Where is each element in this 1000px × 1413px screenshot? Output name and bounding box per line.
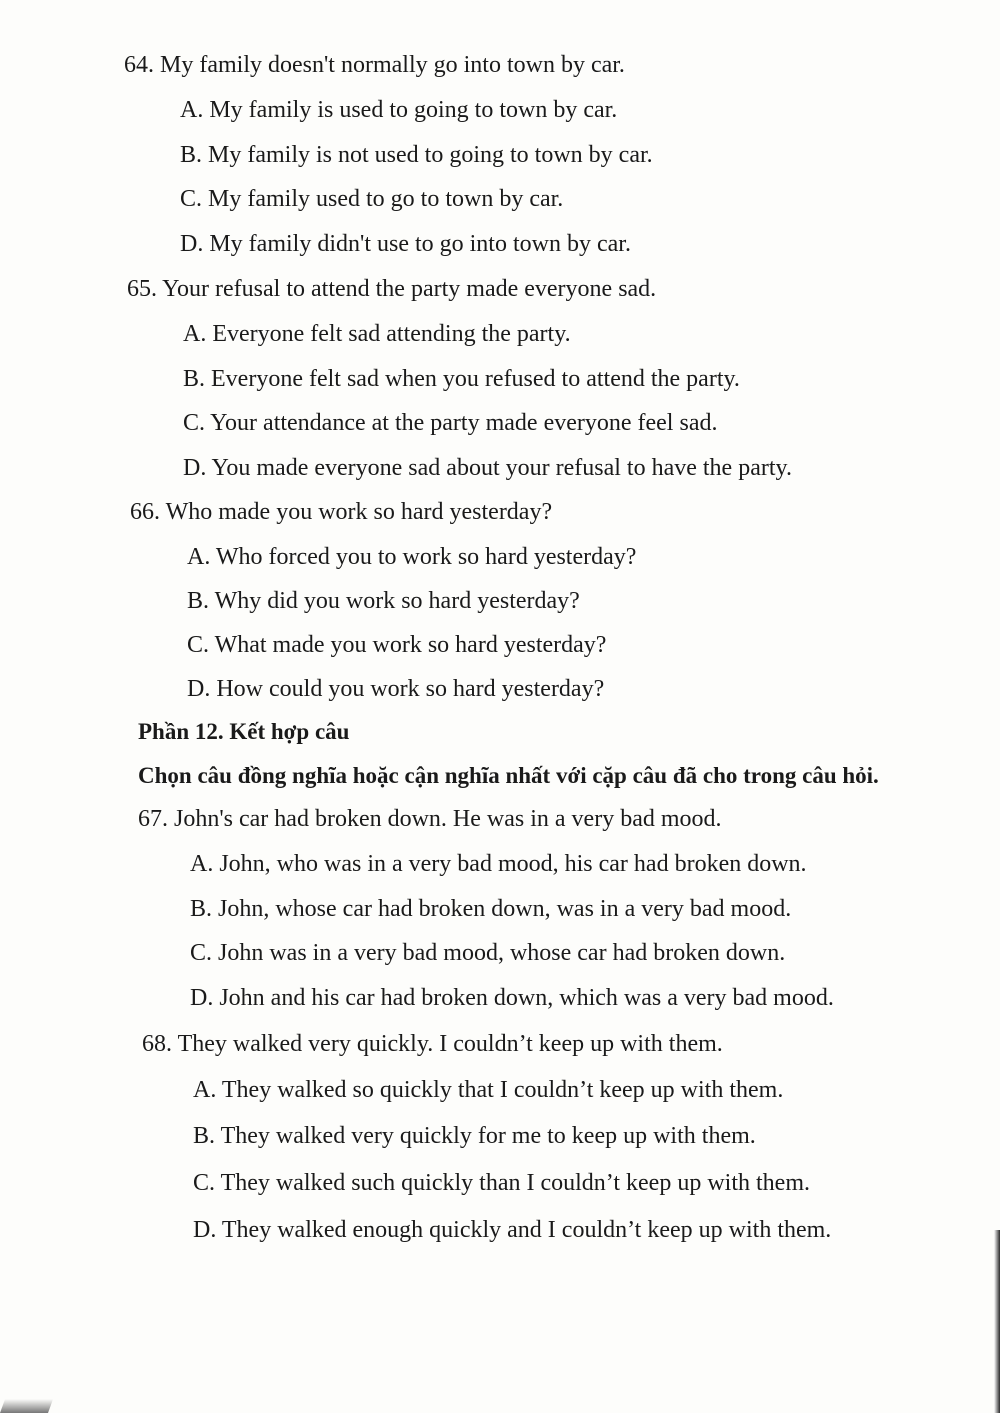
question-68-option-d: D. They walked enough quickly and I couldn’t keep up with them. [193,1217,832,1243]
question-65-option-b: B. Everyone felt sad when you refused to attend the party. [183,366,740,392]
question-64-option-c: C. My family used to go to town by car. [180,186,564,212]
question-64-option-d: D. My family didn't use to go into town by car. [180,231,631,257]
question-64-option-a: A. My family is used to going to town by car. [180,97,618,123]
scan-edge-shadow [994,1230,1000,1413]
question-66-option-d: D. How could you work so hard yesterday? [187,676,605,702]
section-instruction: Chọn câu đồng nghĩa hoặc cận nghĩa nhất với cặp câu đã cho trong câu hỏi. [138,763,879,788]
question-67-option-a: A. John, who was in a very bad mood, his car had broken down. [190,851,807,877]
question-66-option-b: B. Why did you work so hard yesterday? [187,588,580,614]
question-68-option-a: A. They walked so quickly that I couldn’t keep up with them. [193,1077,784,1103]
question-65-option-c: C. Your attendance at the party made everyone feel sad. [183,410,718,436]
question-66-stem: 66. Who made you work so hard yesterday? [130,499,553,525]
question-65-option-a: A. Everyone felt sad attending the party. [183,321,571,347]
question-64-stem: 64. My family doesn't normally go into town by car. [124,52,625,78]
question-67-stem: 67. John's car had broken down. He was in a very bad mood. [138,806,722,832]
scan-corner-mark [0,1399,53,1413]
question-68-option-c: C. They walked such quickly than I couldn’t keep up with them. [193,1170,810,1196]
question-68-stem: 68. They walked very quickly. I couldn’t keep up with them. [142,1031,723,1057]
question-65-stem: 65. Your refusal to attend the party made everyone sad. [127,276,657,302]
question-66-option-c: C. What made you work so hard yesterday? [187,632,607,658]
question-65-option-d: D. You made everyone sad about your refusal to have the party. [183,455,792,481]
question-66-option-a: A. Who forced you to work so hard yesterday? [187,544,637,570]
section-title: Phần 12. Kết hợp câu [138,719,350,744]
question-67-option-d: D. John and his car had broken down, which was a very bad mood. [190,985,834,1011]
question-64-option-b: B. My family is not used to going to town by car. [180,142,653,168]
question-68-option-b: B. They walked very quickly for me to keep up with them. [193,1123,756,1149]
question-67-option-b: B. John, whose car had broken down, was in a very bad mood. [190,896,792,922]
question-67-option-c: C. John was in a very bad mood, whose car had broken down. [190,940,786,966]
